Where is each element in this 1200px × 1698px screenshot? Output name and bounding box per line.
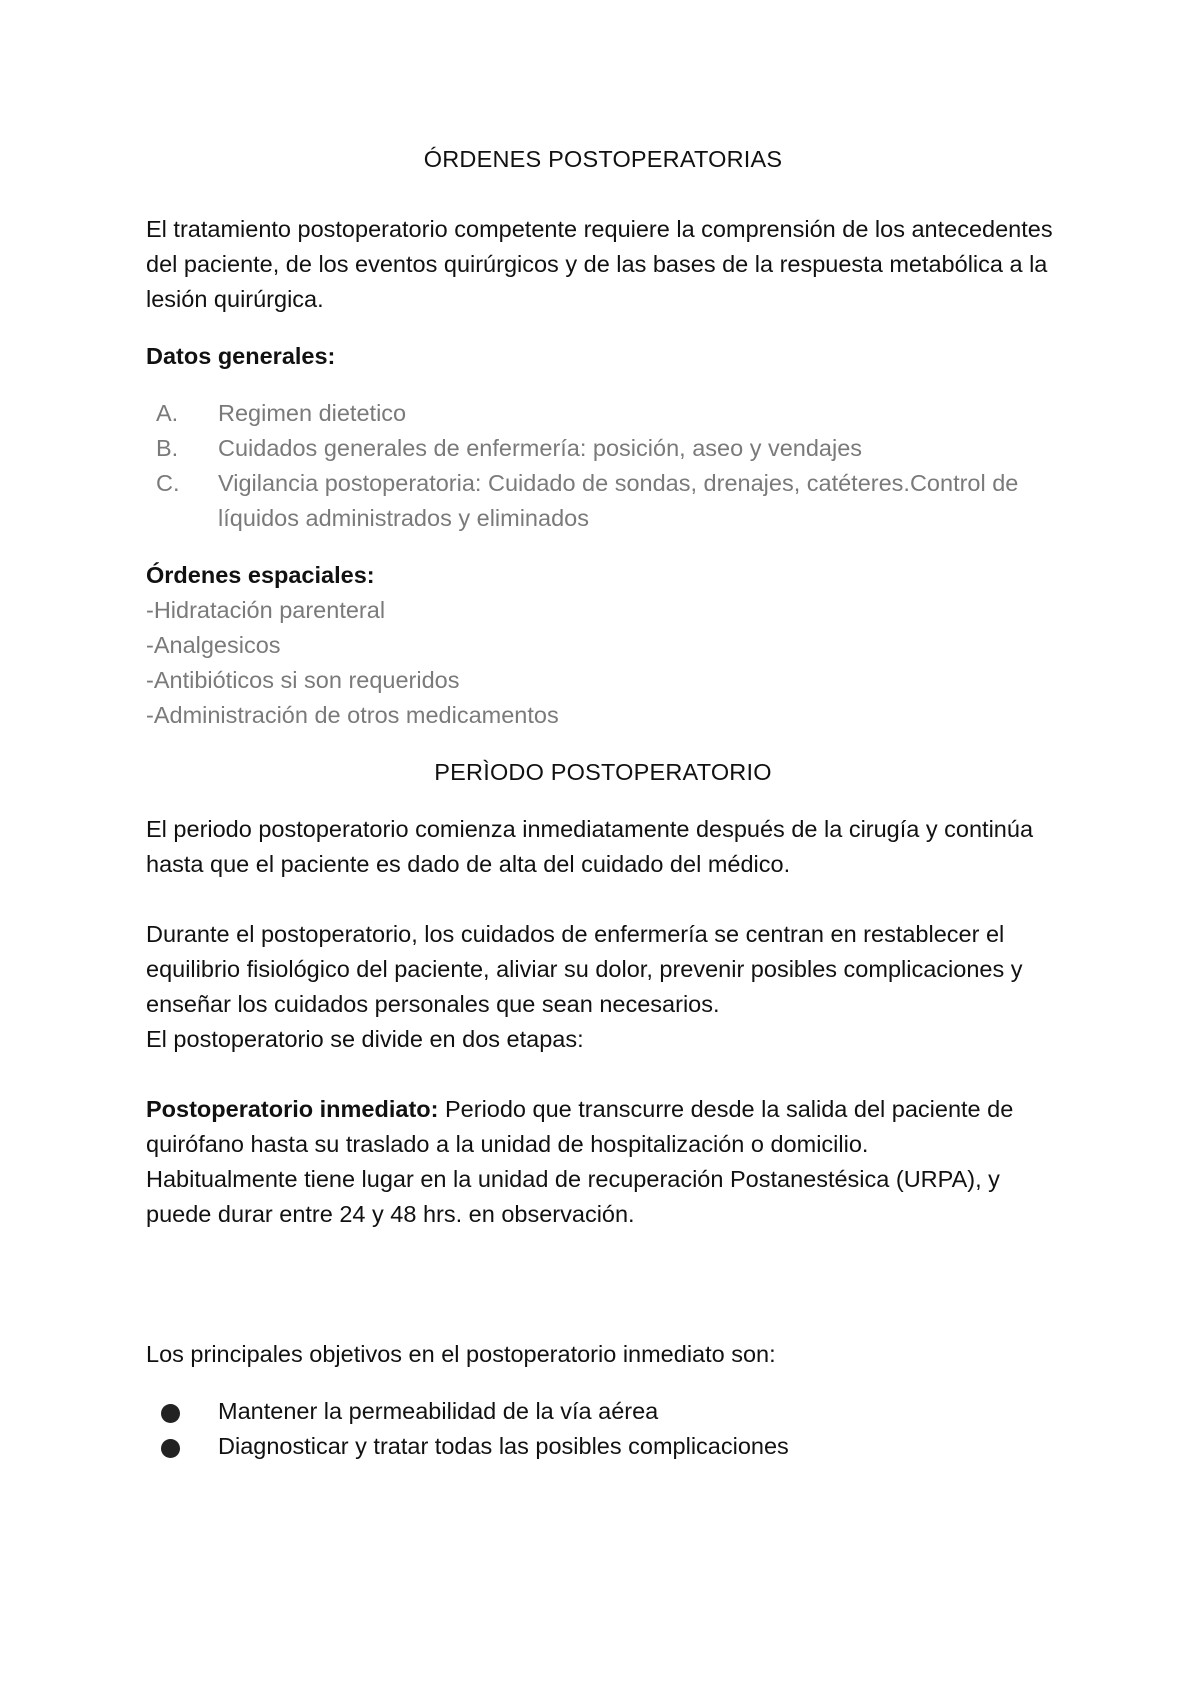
objetivos-intro: Los principales objetivos en el postoperatorio inmediato son: xyxy=(146,1341,776,1367)
list-marker: B. xyxy=(156,435,179,461)
list-item xyxy=(146,431,1060,466)
inmediato-paragraph xyxy=(146,1092,1060,1162)
objetivos-list xyxy=(146,1394,1060,1464)
list-marker: C. xyxy=(156,470,180,496)
inmediato-text: Periodo que transcurre desde la salida del paciente de quirófano hasta su traslado a la unidad de hospitalización o domicilio. xyxy=(146,1096,1014,1157)
periodo-paragraph-4: Habitualmente tiene lugar en la unidad de recuperación Postanestésica (URPA), y puede durar entre 24 y 48 hrs. en observación. xyxy=(146,1166,1000,1227)
list-item-text: Vigilancia postoperatoria: Cuidado de sondas, drenajes, catéteres.Control de líquidos administrados y eliminados xyxy=(218,470,1019,531)
datos-generales-list xyxy=(146,396,1060,536)
list-item xyxy=(146,1429,1060,1464)
periodo-paragraph-1: El periodo postoperatorio comienza inmediatamente después de la cirugía y continúa hasta que el paciente es dado de alta del cuidado del médico. xyxy=(146,816,1034,877)
document-title: ÓRDENES POSTOPERATORIAS xyxy=(423,146,783,172)
periodo-paragraph-3: El postoperatorio se divide en dos etapas: xyxy=(146,1026,584,1052)
periodo-paragraph-2: Durante el postoperatorio, los cuidados de enfermería se centran en restablecer el equilibrio fisiológico del paciente, aliviar su dolor, prevenir posibles complicaciones y enseñar los cuidados personales que sean necesarios. xyxy=(146,921,1023,1017)
ordenes-especiales-heading: Órdenes espaciales: xyxy=(146,562,375,588)
list-item-text: Cuidados generales de enfermería: posición, aseo y vendajes xyxy=(218,435,863,461)
list-item xyxy=(146,1394,1060,1429)
periodo-title: PERÌODO POSTOPERATORIO xyxy=(434,759,772,785)
list-item-text: Diagnosticar y tratar todas las posibles complicaciones xyxy=(218,1433,789,1459)
ordenes-item: -Antibióticos si son requeridos xyxy=(146,667,460,693)
list-item-text: Regimen dietetico xyxy=(218,400,407,426)
list-item xyxy=(146,396,1060,431)
ordenes-item: -Analgesicos xyxy=(146,632,281,658)
ordenes-item: -Hidratación parenteral xyxy=(146,597,386,623)
inmediato-label: Postoperatorio inmediato: xyxy=(146,1096,439,1122)
list-item xyxy=(146,466,1060,536)
datos-generales-heading: Datos generales: xyxy=(146,343,336,369)
intro-paragraph: El tratamiento postoperatorio competente requiere la comprensión de los antecedentes del paciente, de los eventos quirúrgicos y de las bases de la respuesta metabólica a la lesión quirúrgica. xyxy=(146,216,1053,312)
bullet-icon xyxy=(161,1439,180,1458)
ordenes-item: -Administración de otros medicamentos xyxy=(146,702,559,728)
list-item-text: Mantener la permeabilidad de la vía aérea xyxy=(218,1398,659,1424)
bullet-icon xyxy=(161,1404,180,1423)
list-marker: A. xyxy=(156,400,179,426)
